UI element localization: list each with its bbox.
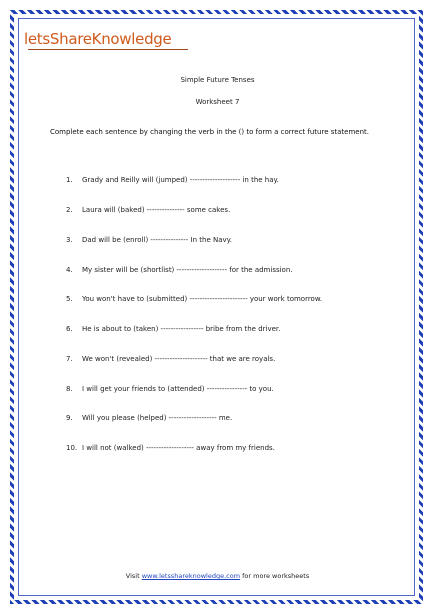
footer-prefix: Visit	[125, 572, 142, 580]
question-text: Will you please (helped) ------------------- me.	[82, 414, 233, 422]
question-number: 7.	[66, 355, 73, 363]
question-number: 8.	[66, 385, 73, 393]
question-text: I will get your friends to (attended) ---------------- to you.	[82, 385, 274, 393]
footer-suffix: for more worksheets	[240, 572, 310, 580]
question-item	[66, 385, 274, 393]
question-text: You won't have to (submitted) ----------------------- your work tomorrow.	[82, 295, 323, 303]
worksheet-number: Worksheet 7	[195, 98, 240, 106]
question-text: We won't (revealed) --------------------- that we are royals.	[82, 355, 276, 363]
question-item	[66, 295, 322, 303]
logo-underline	[28, 49, 188, 50]
question-item	[66, 266, 293, 274]
website-link[interactable]: www.letsshareknowledge.com	[141, 572, 241, 580]
question-number: 10.	[66, 444, 78, 452]
question-item	[66, 236, 232, 244]
question-text: Dad will be (enroll) --------------- In the Navy.	[82, 236, 233, 244]
logo	[24, 28, 204, 54]
logo-text: letsShareKnowledge	[24, 30, 172, 48]
question-number: 5.	[66, 295, 73, 303]
question-text: My sister will be (shortlist) -------------------- for the admission.	[82, 266, 293, 274]
question-item	[66, 176, 279, 184]
question-number: 2.	[66, 206, 73, 214]
question-number: 6.	[66, 325, 73, 333]
question-number: 4.	[66, 266, 73, 274]
question-number: 3.	[66, 236, 73, 244]
question-text: He is about to (taken) ----------------- bribe from the driver.	[82, 325, 281, 333]
instructions: Complete each sentence by changing the verb in the () to form a correct future statement.	[50, 128, 370, 136]
question-item	[66, 414, 232, 422]
question-text: I will not (walked) ------------------- away from my friends.	[82, 444, 275, 452]
question-item	[66, 206, 230, 214]
question-number: 9.	[66, 414, 73, 422]
question-text: Grady and Reilly will (jumped) -------------------- in the hay.	[82, 176, 279, 184]
question-item	[66, 325, 280, 333]
worksheet-title: Simple Future Tenses	[180, 76, 255, 84]
question-item	[66, 444, 275, 452]
question-text: Laura will (baked) --------------- some cakes.	[82, 206, 231, 214]
question-item	[66, 355, 275, 363]
footer	[0, 572, 435, 580]
question-number: 1.	[66, 176, 73, 184]
